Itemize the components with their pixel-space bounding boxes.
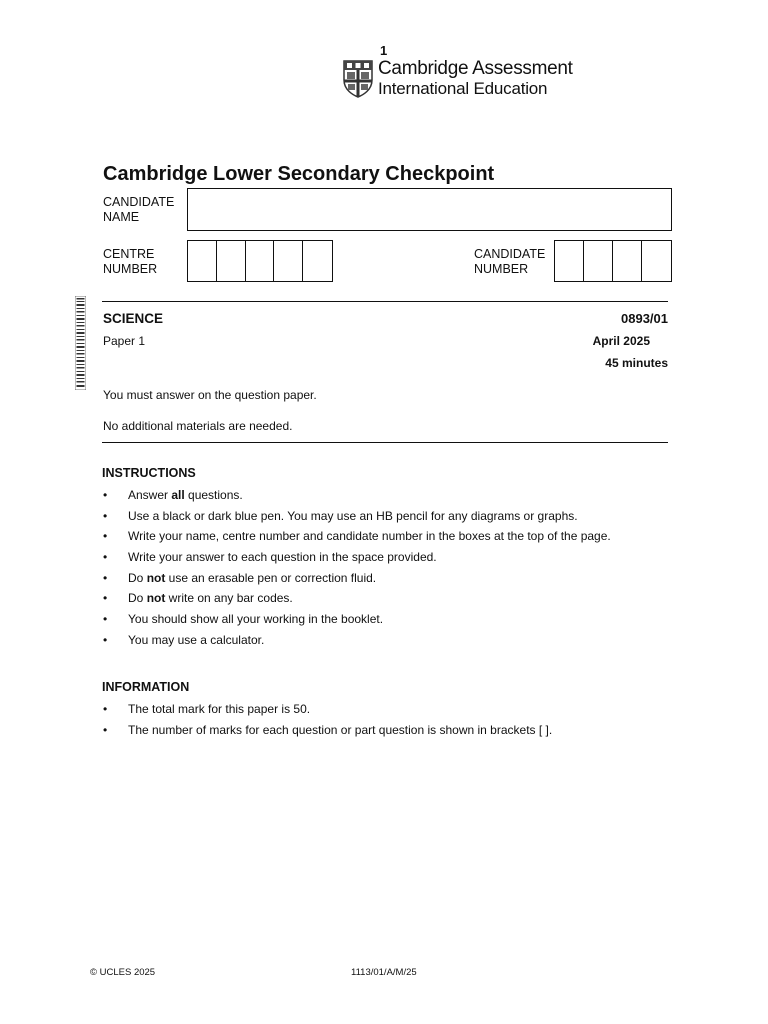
- centre-number-cell[interactable]: [303, 241, 332, 281]
- page-title: Cambridge Lower Secondary Checkpoint: [103, 163, 495, 185]
- answer-note: You must answer on the question paper.: [103, 388, 317, 402]
- centre-number-cell[interactable]: [217, 241, 246, 281]
- exam-date: April 2025: [592, 334, 650, 348]
- centre-number-label: [103, 247, 157, 277]
- centre-number-cell[interactable]: [246, 241, 275, 281]
- candidate-number-cell[interactable]: [613, 241, 642, 281]
- list-item: [103, 506, 703, 527]
- page-number: 1: [380, 43, 388, 58]
- list-item: [103, 526, 703, 547]
- list-item: [103, 630, 703, 651]
- exam-duration: 45 minutes: [605, 356, 668, 370]
- item-text: You may use a calculator.: [128, 632, 265, 647]
- paper-number: Paper 1: [103, 334, 146, 348]
- item-emphasis: not: [146, 591, 166, 606]
- item-text: The number of marks for each question or part question is shown in brackets [ ].: [128, 722, 553, 737]
- item-emphasis: not: [146, 570, 166, 585]
- cambridge-shield-icon: [343, 60, 373, 98]
- item-text: The total mark for this paper is 50.: [128, 702, 311, 716]
- candidate-number-cell[interactable]: [642, 241, 671, 281]
- candidate-name-label-line1: CANDIDATE: [103, 195, 175, 209]
- item-emphasis: all: [171, 488, 185, 502]
- paper-reference: 1113/01/A/M/25: [351, 967, 417, 978]
- list-item: [103, 588, 703, 609]
- list-item: [103, 699, 703, 720]
- information-heading: INFORMATION: [102, 680, 190, 694]
- copyright: © UCLES 2025: [90, 967, 156, 978]
- list-item: [103, 485, 703, 506]
- item-text: Do: [128, 570, 147, 585]
- information-list: [103, 699, 703, 740]
- instructions-heading: INSTRUCTIONS: [102, 466, 196, 480]
- materials-note: No additional materials are needed.: [103, 419, 293, 433]
- list-item: [103, 568, 703, 589]
- item-text: Do: [128, 591, 147, 606]
- list-item: [103, 547, 703, 568]
- divider: [102, 442, 668, 443]
- logo-line1: Cambridge Assessment: [378, 58, 573, 79]
- centre-number-label-line1: CENTRE: [103, 247, 155, 261]
- candidate-number-field[interactable]: [554, 240, 672, 282]
- item-text: You should show all your working in the booklet.: [128, 612, 384, 627]
- item-text: Write your name, centre number and candidate number in the boxes at the top of the page.: [128, 529, 611, 544]
- centre-number-field[interactable]: [187, 240, 333, 282]
- item-text: Use a black or dark blue pen. You may use an HB pencil for any diagrams or graphs.: [128, 508, 578, 523]
- item-text: Answer: [128, 488, 172, 502]
- candidate-number-label: [474, 247, 545, 277]
- centre-number-label-line2: NUMBER: [103, 262, 158, 276]
- divider: [102, 301, 668, 302]
- centre-number-cell[interactable]: [188, 241, 217, 281]
- list-item: [103, 609, 703, 630]
- logo-line2: International Education: [378, 79, 548, 98]
- instructions-list: [103, 485, 703, 651]
- candidate-number-label-line1: CANDIDATE: [474, 247, 546, 261]
- item-text: use an erasable pen or correction fluid.: [165, 570, 377, 585]
- item-text: write on any bar codes.: [165, 591, 293, 606]
- paper-code: 0893/01: [621, 311, 668, 326]
- candidate-number-label-line2: NUMBER: [474, 262, 529, 276]
- candidate-number-cell[interactable]: [584, 241, 613, 281]
- item-text: Write your answer to each question in the space provided.: [128, 550, 437, 565]
- subject: SCIENCE: [103, 311, 164, 326]
- item-text: questions.: [184, 488, 243, 502]
- candidate-name-label-line2: NAME: [103, 210, 140, 224]
- centre-number-cell[interactable]: [274, 241, 303, 281]
- list-item: [103, 720, 703, 741]
- candidate-name-field[interactable]: [187, 188, 672, 231]
- candidate-number-cell[interactable]: [555, 241, 584, 281]
- candidate-name-label: [103, 195, 174, 225]
- barcode-icon: [75, 296, 86, 390]
